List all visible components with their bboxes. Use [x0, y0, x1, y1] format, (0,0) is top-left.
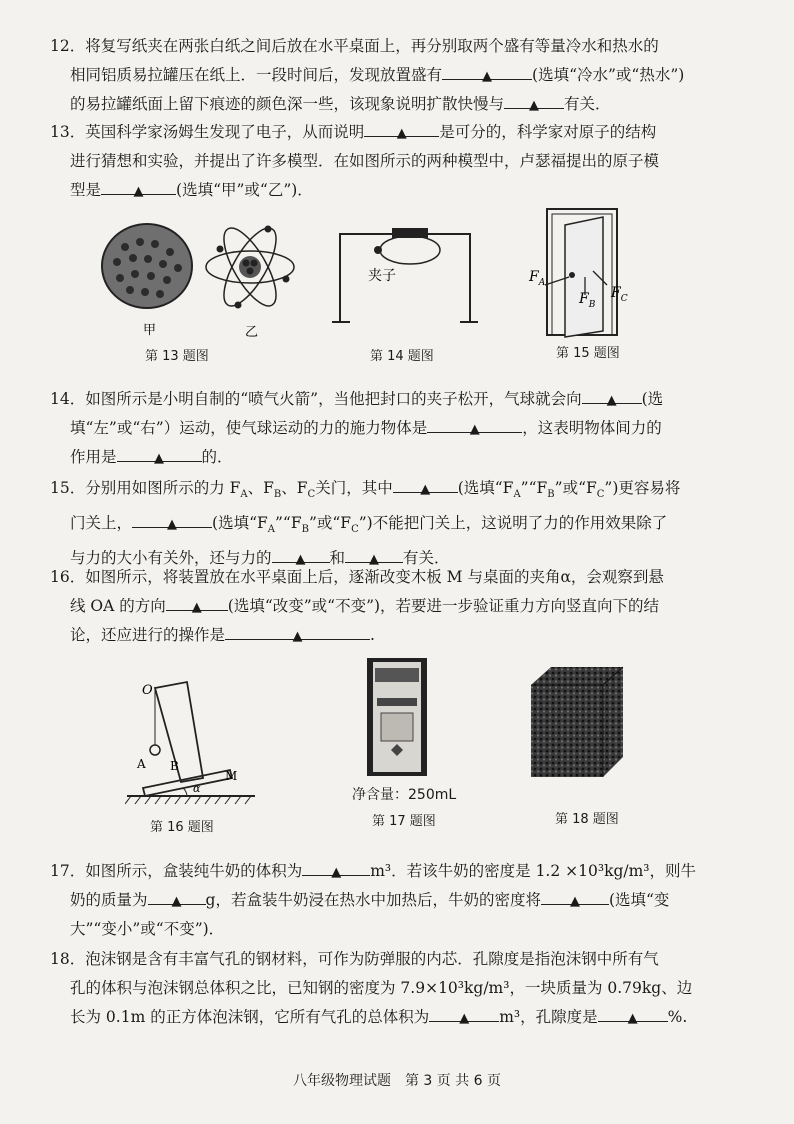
answer-blank[interactable]: ▲	[345, 544, 403, 563]
answer-blank[interactable]: ▲	[272, 544, 330, 563]
figure-16-caption: 第 16 题图	[150, 820, 214, 835]
svg-text:FC: $F_C$	[611, 285, 628, 304]
answer-blank[interactable]: ▲	[166, 592, 228, 611]
point-a-label: A	[137, 757, 146, 771]
nuclear-model	[206, 222, 294, 313]
q18-line1: 18．泡沫钢是含有丰富气孔的钢材料，可作为防弹服的内芯．孔隙度是指泡沫钢中所有气	[50, 950, 659, 968]
figure-13-caption: 第 13 题图	[145, 349, 209, 364]
answer-blank[interactable]: ▲	[504, 90, 564, 109]
answer-blank[interactable]: ▲	[117, 443, 202, 462]
q14-line2b: ，这表明物体间力的	[522, 419, 662, 437]
answer-blank[interactable]: ▲	[598, 1003, 668, 1022]
force-c-label: F	[611, 285, 621, 301]
answer-blank[interactable]: ▲	[148, 886, 206, 905]
answer-blank[interactable]: ▲	[442, 61, 532, 80]
answer-blank[interactable]: ▲	[364, 118, 439, 137]
answer-blank[interactable]: ▲	[101, 176, 176, 195]
page-footer: 八年级物理试题 第 3 页 共 6 页	[292, 1073, 502, 1089]
q12-line2b: (选填“冷水”或“热水”)	[532, 66, 685, 84]
figure-14-caption: 第 14 题图	[370, 349, 434, 364]
question-18: 18．泡沫钢是含有丰富气孔的钢材料，可作为防弹服的内芯．孔隙度是指泡沫钢中所有气 孔的体积与泡沫钢总体积之比，已知钢的密度为 7.9×10³kg/m³，一块质量为 0.79kg、边 长为 0.1m 的正方体泡沫钢，它所有气孔的总体积为 ▲ m³，孔隙度是 ▲ %.	[50, 945, 690, 1032]
answer-blank[interactable]: ▲	[302, 857, 370, 876]
q16-line1: 16．如图所示，将装置放在水平桌面上后，逐渐改变木板 M 与桌面的夹角α，会观察到悬	[50, 568, 664, 586]
figure-16-plumb-line	[125, 670, 260, 810]
point-b-label: B	[170, 759, 179, 773]
label-jia: 甲	[143, 323, 157, 338]
figure-18-foam-steel-cube	[527, 665, 627, 790]
answer-blank[interactable]: ▲	[132, 509, 212, 528]
figure-18-caption: 第 18 题图	[555, 812, 619, 827]
question-14	[50, 385, 690, 472]
q13-line3a: 型是	[70, 181, 102, 199]
label-yi: 乙	[245, 325, 259, 340]
q14-line3b: 的．	[201, 448, 233, 466]
q13-line3b: (选填“甲”或“乙”)．	[176, 181, 313, 199]
q14-line3a: 作用是	[70, 448, 117, 466]
question-13	[50, 118, 690, 205]
plum-pudding-model	[102, 224, 192, 308]
answer-blank[interactable]: ▲	[582, 385, 642, 404]
question-15: 15．分别用如图所示的力 $F_A$、$F_B$、$F_C$关门，其中 ▲ (选填“$F_A”“F_B$”或“$F_C$”)更容易将 门关上， ▲ (选填“$F_A”“F_B$”或“$F_C$”)不能把门关上，这说明了力的作用效果除了 与力的大小有关外，还与力的 ▲ 和 ▲ 有关．	[50, 474, 690, 573]
q12-line3a: 的易拉罐纸面上留下痕迹的颜色深一些，该现象说明扩散快慢与	[70, 95, 505, 113]
net-content-label: 净含量：250mL	[352, 787, 457, 803]
label-clip: 夹子	[368, 268, 396, 284]
angle-alpha-label: α	[193, 782, 201, 795]
figure-14-balloon-rocket	[330, 222, 480, 332]
answer-blank[interactable]: ▲	[225, 621, 370, 640]
q13-line1b: 是可分的，科学家对原子的结构	[439, 123, 657, 141]
answer-blank[interactable]: ▲	[393, 474, 458, 493]
answer-blank[interactable]: ▲	[541, 886, 609, 905]
question-12	[50, 32, 690, 119]
question-16: 16．如图所示，将装置放在水平桌面上后，逐渐改变木板 M 与桌面的夹角α，会观察到悬 线 OA 的方向 ▲ (选填“改变”或“不变”)，若要进一步验证重力方向竖直向下的结 论，还应进行的操作是 ▲ .	[50, 563, 690, 650]
answer-blank[interactable]: ▲	[427, 414, 522, 433]
force-a-label: F	[529, 269, 539, 285]
q14-line1a: 14．如图所示是小明自制的“喷气火箭”，当他把封口的夹子松开，气球就会向	[50, 390, 582, 408]
board-m-label: M	[225, 769, 238, 783]
answer-blank[interactable]: ▲	[429, 1003, 499, 1022]
q13-line1a: 13．英国科学家汤姆生发现了电子，从而说明	[50, 123, 365, 141]
figure-17-caption: 第 17 题图	[372, 814, 436, 829]
svg-text:FA: $F_A$	[529, 269, 546, 288]
figure-17-milk-carton	[365, 658, 430, 778]
q17-line3: 大”“变小”或“不变”)．	[70, 920, 225, 938]
q14-line2a: 填“左”或“右”）运动，使气球运动的力的施力物体是	[70, 419, 428, 437]
q12-line2a: 相同铝质易拉罐压在纸上．一段时间后，发现放置盛有	[70, 66, 443, 84]
point-o-label: O	[142, 683, 153, 698]
q18-line2: 孔的体积与泡沫钢总体积之比，已知钢的密度为 7.9×10³kg/m³，一块质量为 0.79kg、边	[70, 979, 693, 997]
figure-15-door	[525, 205, 645, 340]
q13-line2: 进行猜想和实验，并提出了许多模型．在如图所示的两种模型中，卢瑟福提出的原子模	[70, 152, 660, 170]
q14-line1b: (选	[641, 390, 664, 408]
q12-line1: 12．将复写纸夹在两张白纸之间后放在水平桌面上，再分别取两个盛有等量冷水和热水的	[50, 37, 659, 55]
question-17: 17．如图所示，盒装纯牛奶的体积为 ▲ m³．若该牛奶的密度是 1.2 ×10³kg/m³，则牛 奶的质量为 ▲ g，若盒装牛奶浸在热水中加热后，牛奶的密度将 ▲ (选填“变 大”“变小”或“不变”)．	[50, 857, 690, 944]
figure-13-atom-models	[95, 222, 315, 340]
svg-text:FB: $F_B$	[579, 291, 596, 310]
force-b-label: F	[579, 291, 589, 307]
q12-line3b: 有关．	[564, 95, 611, 113]
figure-15-caption: 第 15 题图	[556, 346, 620, 361]
